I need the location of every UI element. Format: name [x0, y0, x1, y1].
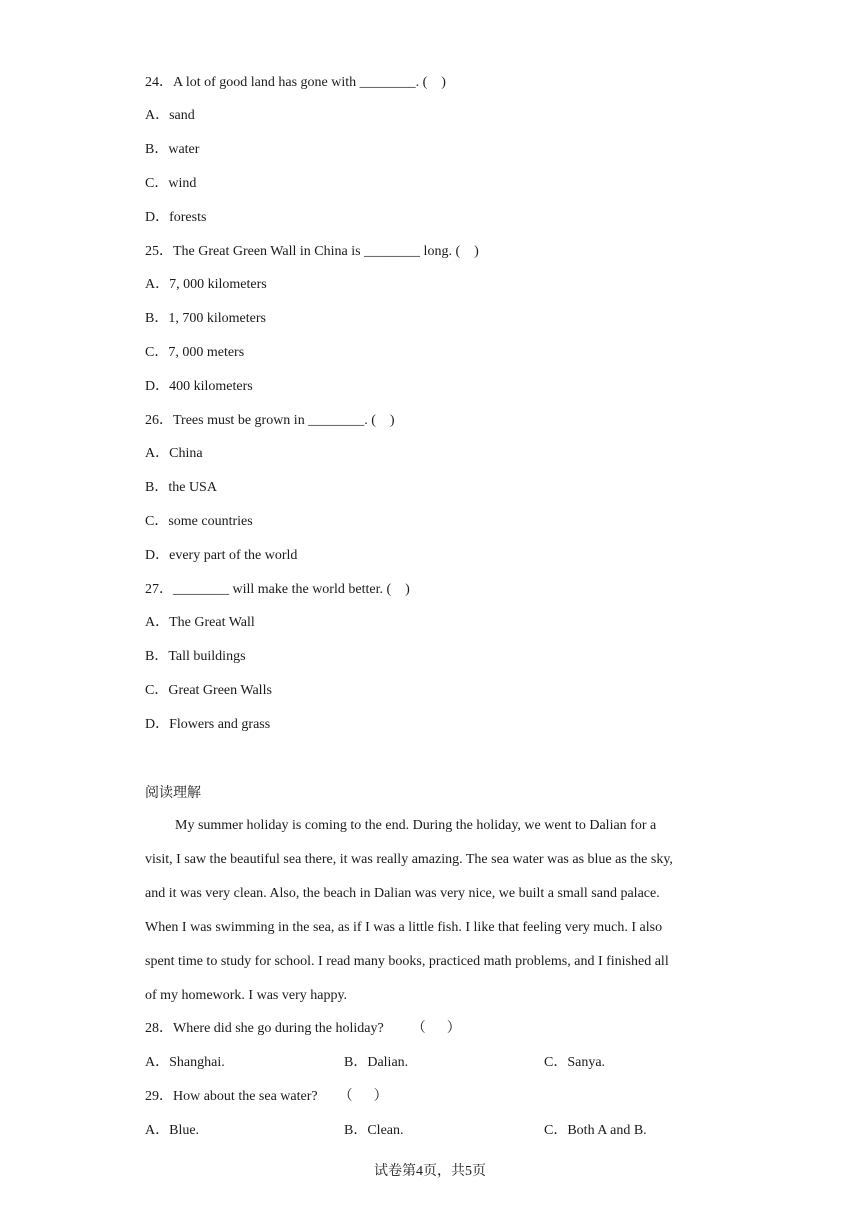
question-27-option-b: B．Tall buildings: [145, 649, 246, 664]
question-24-stem: 24．A lot of good land has gone with ________. ( ): [145, 75, 446, 90]
question-25-stem: 25．The Great Green Wall in China is ________ long. ( ): [145, 244, 479, 259]
passage-line: spent time to study for school. I read many books, practiced math problems, and I finished all: [145, 954, 669, 969]
question-26-option-c: C．some countries: [145, 514, 253, 529]
passage-line: When I was swimming in the sea, as if I was a little fish. I like that feeling very much. I also: [145, 920, 663, 935]
question-26-stem: 26．Trees must be grown in ________. ( ): [145, 413, 395, 428]
question-29-stem: 29．How about the sea water? （ ）: [145, 1089, 388, 1104]
passage-line: of my homework. I was very happy.: [145, 988, 348, 1003]
passage-line: visit, I saw the beautiful sea there, it was really amazing. The sea water was as blue as the sky,: [145, 852, 673, 867]
question-26-option-b: B．the USA: [145, 480, 217, 495]
question-27-stem: 27．________ will make the world better. ( ): [145, 582, 410, 597]
question-24-option-b: B．water: [145, 142, 200, 157]
question-29-option-b: B．Clean.: [344, 1123, 404, 1138]
question-24-option-d: D．forests: [145, 210, 207, 225]
question-25-option-d: D．400 kilometers: [145, 379, 253, 394]
question-26-option-d: D．every part of the world: [145, 548, 298, 563]
question-27-option-d: D．Flowers and grass: [145, 717, 271, 732]
question-25-option-b: B．1, 700 kilometers: [145, 311, 266, 326]
section-title: 阅读理解: [145, 786, 201, 801]
question-28-option-a: A．Shanghai.: [145, 1055, 225, 1070]
question-24-option-a: A．sand: [145, 108, 195, 123]
question-28-option-b: B．Dalian.: [344, 1055, 409, 1070]
question-28-stem: 28．Where did she go during the holiday? （ ）: [145, 1021, 461, 1036]
question-25-option-a: A．7, 000 kilometers: [145, 277, 267, 292]
question-24-option-c: C．wind: [145, 176, 197, 191]
question-25-option-c: C．7, 000 meters: [145, 345, 245, 360]
passage-line: and it was very clean. Also, the beach in Dalian was very nice, we built a small sand palace.: [145, 886, 660, 901]
question-27-option-a: A．The Great Wall: [145, 615, 255, 630]
passage-line: My summer holiday is coming to the end. During the holiday, we went to Dalian for a: [175, 818, 657, 833]
question-29-option-c: C．Both A and B.: [544, 1123, 647, 1138]
question-27-option-c: C．Great Green Walls: [145, 683, 272, 698]
question-29-option-a: A．Blue.: [145, 1123, 200, 1138]
question-26-option-a: A．China: [145, 446, 203, 461]
question-28-option-c: C．Sanya.: [544, 1055, 606, 1070]
page-footer: 试卷第4页，共5页: [374, 1164, 486, 1179]
